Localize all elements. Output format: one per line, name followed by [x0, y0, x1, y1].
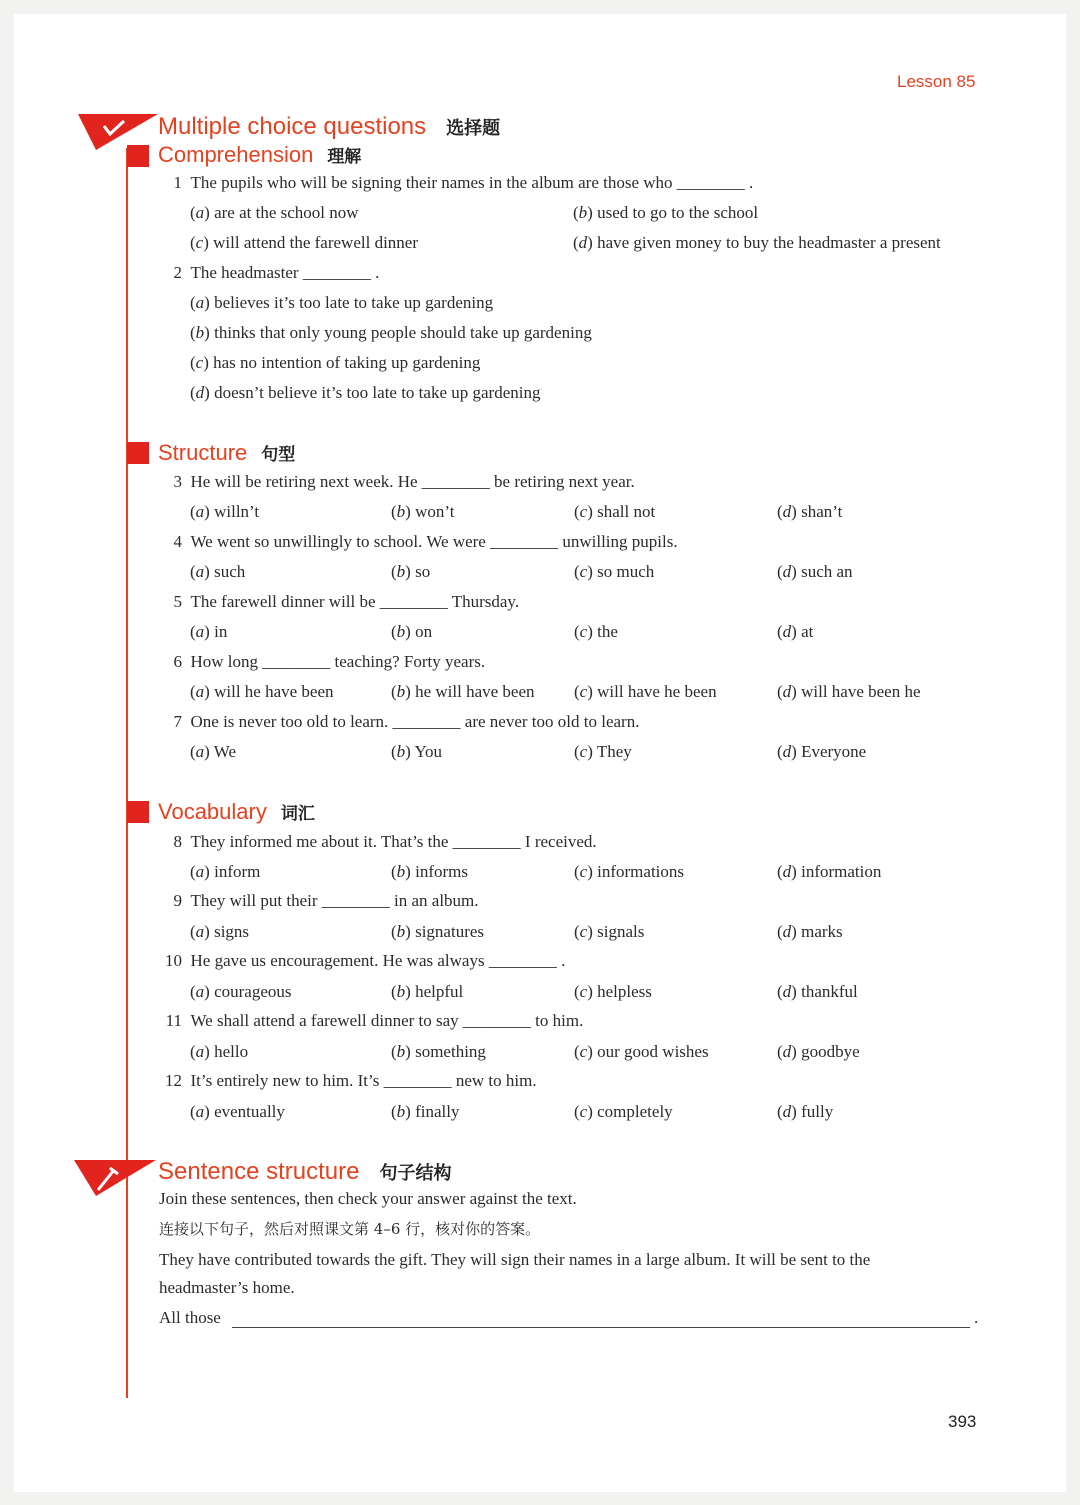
option-letter: a [195, 203, 205, 222]
option: (a) hello [190, 1042, 249, 1061]
option: (a) inform [190, 862, 261, 881]
text: signals [597, 922, 645, 941]
comprehension-title-cn: 理解 [327, 147, 362, 167]
text: believes it’s too late to take up gardening [214, 293, 494, 312]
question-number: 2 [173, 263, 182, 282]
option: (a) in [190, 622, 228, 641]
answer-end: . [974, 1308, 979, 1327]
text: will attend the farewell dinner [213, 233, 419, 252]
mcq-title-cn: 选择题 [446, 118, 501, 139]
option: (d) at [777, 622, 814, 641]
option-letter: a [195, 562, 205, 581]
structure-title-en: Structure [158, 440, 248, 465]
text: something [415, 1042, 486, 1061]
option: (a) such [190, 562, 246, 581]
option-letter: c [579, 742, 588, 761]
option: (b) finally [391, 1102, 460, 1121]
question-number: 1 [173, 173, 182, 192]
text: won’t [415, 502, 455, 521]
option-letter: d [782, 682, 792, 701]
text: have given money to buy the headmaster a present [597, 233, 941, 252]
text: They [596, 742, 632, 761]
text: completely [597, 1102, 673, 1121]
text: at [801, 622, 814, 641]
option-letter: c [195, 233, 204, 252]
text: You [414, 742, 443, 761]
option-letter: b [396, 502, 406, 521]
option-letter: d [578, 233, 588, 252]
text: We went so unwillingly to school. We were ________ unwilling pupils. [190, 532, 678, 551]
option: (c) They [574, 742, 632, 761]
mcq-title [158, 113, 500, 143]
option: (d) goodbye [777, 1042, 860, 1061]
question-5 [160, 592, 519, 612]
option-letter: b [396, 922, 406, 941]
option: (c) shall not [574, 502, 656, 521]
section-marker [127, 801, 149, 823]
text: goodbye [801, 1042, 860, 1061]
option-letter: a [195, 682, 205, 701]
option-letter: d [782, 1042, 792, 1061]
sentence-structure-title [158, 1158, 451, 1188]
text: It’s entirely new to him. It’s ________ new to him. [190, 1071, 537, 1090]
option-letter: d [782, 862, 792, 881]
option-letter: b [396, 982, 406, 1001]
option-letter: b [396, 1102, 406, 1121]
option: (a) eventually [190, 1102, 285, 1121]
text: on [415, 622, 433, 641]
question-stem: The headmaster ________ . [190, 263, 380, 282]
text: 10 [165, 951, 182, 970]
text: signatures [415, 922, 485, 941]
option: (a) We [190, 742, 237, 761]
vocabulary-title-en: Vocabulary [158, 799, 267, 824]
option: (c) so much [574, 562, 655, 581]
option: (d) fully [777, 1102, 834, 1121]
option: (b) he will have been [391, 682, 535, 701]
text: They will put their ________ in an album. [190, 891, 479, 910]
text: willn’t [214, 502, 260, 521]
page-number: 393 [948, 1412, 977, 1431]
option: (b) thinks that only young people should take up gardening [190, 323, 592, 342]
option: (c) has no intention of taking up gardening [190, 353, 481, 372]
question-2 [160, 263, 379, 283]
question-7 [160, 712, 639, 732]
text: in [214, 622, 228, 641]
option: (c) the [574, 622, 618, 641]
question-9 [160, 891, 479, 911]
option-letter: b [396, 742, 406, 761]
text: informs [415, 862, 468, 881]
option-letter: c [579, 862, 588, 881]
text: We shall attend a farewell dinner to say ________ to him. [190, 1011, 584, 1030]
option: (b) so [391, 562, 431, 581]
option: (d) shan’t [777, 502, 843, 521]
question-4 [160, 532, 678, 552]
text: 11 [165, 1011, 182, 1030]
option: (c) completely [574, 1102, 673, 1121]
option: (a) believes it’s too late to take up gardening [190, 293, 494, 312]
option-letter: c [579, 562, 588, 581]
text: 6 [173, 652, 182, 671]
option: (b) helpful [391, 982, 464, 1001]
exercise-text-line1: They have contributed towards the gift. They will sign their names in a large album. It will be sent to the [159, 1250, 871, 1269]
option: (c) signals [574, 922, 645, 941]
option-letter: a [195, 293, 205, 312]
option: (a) willn’t [190, 502, 260, 521]
text: will he have been [214, 682, 334, 701]
option-letter: d [782, 622, 792, 641]
text: shall not [597, 502, 656, 521]
option: (b) signatures [391, 922, 485, 941]
text: informations [597, 862, 685, 881]
option-letter: c [579, 982, 588, 1001]
instruction: Join these sentences, then check your answer against the text. [159, 1189, 577, 1208]
option-letter: a [195, 742, 205, 761]
option: (a) courageous [190, 982, 292, 1001]
option: (c) our good wishes [574, 1042, 709, 1061]
option-letter: c [579, 622, 588, 641]
sentence-structure-title-en: Sentence structure [158, 1158, 360, 1185]
option-letter: c [579, 502, 588, 521]
text: 7 [173, 712, 182, 731]
option-letter: a [195, 1102, 205, 1121]
text: such an [801, 562, 853, 581]
text: He will be retiring next week. He ________ be retiring next year. [190, 472, 635, 491]
text: are at the school now [214, 203, 359, 222]
structure-title-cn: 句型 [261, 445, 296, 465]
text: 3 [173, 472, 182, 491]
option-letter: b [195, 323, 205, 342]
comprehension-title-en: Comprehension [158, 142, 314, 167]
text: courageous [214, 982, 292, 1001]
text: eventually [214, 1102, 285, 1121]
pen-badge-icon [74, 1158, 158, 1198]
option-letter: c [579, 922, 588, 941]
text: marks [801, 922, 843, 941]
text: thinks that only young people should take up gardening [214, 323, 592, 342]
option-letter: a [195, 862, 205, 881]
text: The farewell dinner will be ________ Thursday. [190, 592, 520, 611]
option: (b) You [391, 742, 443, 761]
option-letter: d [195, 383, 205, 402]
option-letter: d [782, 982, 792, 1001]
question-10 [160, 951, 565, 971]
option: (b) won’t [391, 502, 455, 521]
text: so [415, 562, 431, 581]
option: (b) used to go to the school [573, 203, 759, 222]
option-letter: d [782, 502, 792, 521]
option: (b) something [391, 1042, 486, 1061]
option-letter: a [195, 1042, 205, 1061]
comprehension-title [158, 142, 361, 170]
section-marker [127, 145, 149, 167]
sentence-structure-title-cn: 句子结构 [379, 1163, 452, 1184]
text: the [597, 622, 618, 641]
text: he will have been [415, 682, 535, 701]
text: 12 [165, 1071, 182, 1090]
option: (c) helpless [574, 982, 652, 1001]
question-1 [160, 173, 753, 193]
answer-line[interactable] [232, 1327, 970, 1328]
text: shan’t [801, 502, 843, 521]
question-11 [160, 1011, 583, 1031]
mcq-title-en: Multiple choice questions [158, 113, 427, 140]
option-letter: a [195, 922, 205, 941]
text: fully [801, 1102, 834, 1121]
option: (a) signs [190, 922, 250, 941]
text: helpful [415, 982, 464, 1001]
option-letter: c [579, 682, 588, 701]
vocabulary-title [158, 799, 315, 827]
text: used to go to the school [597, 203, 759, 222]
option-letter: b [396, 562, 406, 581]
question-6 [160, 652, 485, 672]
option-letter: a [195, 502, 205, 521]
text: We [213, 742, 237, 761]
text: has no intention of taking up gardening [213, 353, 481, 372]
text: will have he been [597, 682, 717, 701]
text: will have been he [801, 682, 921, 701]
option: (d) such an [777, 562, 853, 581]
option-letter: d [782, 1102, 792, 1121]
structure-title [158, 440, 295, 468]
text: Everyone [801, 742, 867, 761]
option: (a) are at the school now [190, 203, 359, 222]
option-letter: d [782, 922, 792, 941]
question-3 [160, 472, 635, 492]
text: 8 [173, 832, 182, 851]
text: inform [214, 862, 261, 881]
section-marker [127, 442, 149, 464]
option: (d) Everyone [777, 742, 867, 761]
option: (b) informs [391, 862, 468, 881]
option: (d) have given money to buy the headmaster a present [573, 233, 941, 252]
text: helpless [597, 982, 652, 1001]
option: (d) information [777, 862, 882, 881]
text: signs [214, 922, 250, 941]
option: (b) on [391, 622, 433, 641]
exercise-text-line2: headmaster’s home. [159, 1278, 295, 1297]
text: our good wishes [597, 1042, 709, 1061]
option: (c) will attend the farewell dinner [190, 233, 419, 252]
option-letter: c [579, 1102, 588, 1121]
lesson-label: Lesson 85 [897, 72, 976, 91]
option-letter: b [396, 682, 406, 701]
text: 5 [173, 592, 182, 611]
question-8 [160, 832, 597, 852]
text: thankful [801, 982, 858, 1001]
option: (c) informations [574, 862, 685, 881]
option-letter: b [396, 1042, 406, 1061]
text: One is never too old to learn. ________ are never too old to learn. [190, 712, 640, 731]
text: information [801, 862, 882, 881]
option-letter: a [195, 982, 205, 1001]
option-letter: b [578, 203, 588, 222]
margin-rule [126, 148, 128, 1398]
option: (c) will have he been [574, 682, 717, 701]
option-letter: c [579, 1042, 588, 1061]
answer-prefix: All those [159, 1308, 221, 1327]
option-letter: c [195, 353, 204, 372]
option-letter: b [396, 622, 406, 641]
question-stem: The pupils who will be signing their names in the album are those who ________ . [190, 173, 754, 192]
option: (d) will have been he [777, 682, 921, 701]
question-12 [160, 1071, 537, 1091]
text: 4 [173, 532, 182, 551]
text: 9 [173, 891, 182, 910]
option: (d) marks [777, 922, 843, 941]
vocabulary-title-cn: 词汇 [280, 804, 315, 824]
option-letter: b [396, 862, 406, 881]
option: (d) thankful [777, 982, 858, 1001]
option-letter: d [782, 742, 792, 761]
text: He gave us encouragement. He was always ________ . [190, 951, 566, 970]
option: (d) doesn’t believe it’s too late to take up gardening [190, 383, 541, 402]
text: How long ________ teaching? Forty years. [190, 652, 486, 671]
option-letter: a [195, 622, 205, 641]
text: hello [214, 1042, 249, 1061]
text: so much [597, 562, 655, 581]
text: such [214, 562, 246, 581]
text: They informed me about it. That’s the ________ I received. [190, 832, 597, 851]
instruction-cn: 连接以下句子，然后对照课文第 4–6 行，核对你的答案。 [159, 1220, 541, 1238]
option: (a) will he have been [190, 682, 334, 701]
text: doesn’t believe it’s too late to take up gardening [214, 383, 541, 402]
text: finally [415, 1102, 460, 1121]
option-letter: d [782, 562, 792, 581]
